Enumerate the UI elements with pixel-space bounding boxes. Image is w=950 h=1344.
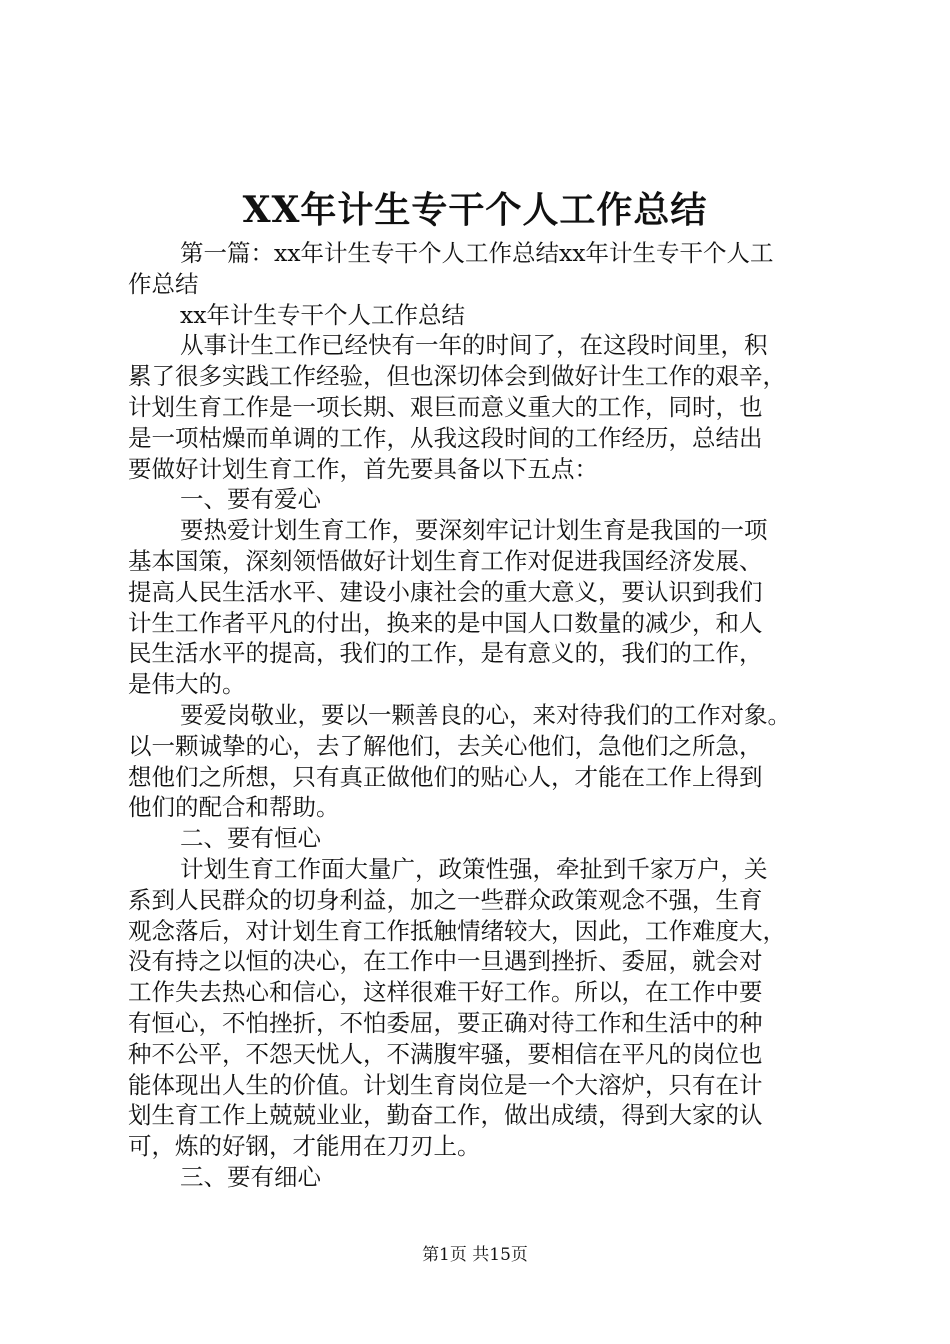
text-line: 以一颗诚挚的心，去了解他们，去关心他们，急他们之所急， [128,731,763,760]
text-line: 他们的配合和帮助。 [128,793,340,822]
document-title: XX年计生专干个人工作总结 [242,189,708,231]
text-line: 从事计生工作已经快有一年的时间了，在这段时间里，积 [180,331,768,360]
text-line: 能体现出人生的价值。计划生育岗位是一个大溶炉，只有在计 [128,1070,763,1099]
text-line: 想他们之所想，只有真正做他们的贴心人，才能在工作上得到 [128,762,763,791]
text-line: 可，炼的好钢，才能用在刀刃上。 [128,1132,481,1161]
section-heading: 三、要有细心 [180,1162,321,1191]
text-line: 观念落后，对计划生育工作抵触情绪较大，因此，工作难度大， [128,916,786,945]
text-line: 种不公平，不怨天忧人，不满腹牢骚，要相信在平凡的岗位也 [128,1039,763,1068]
text-line: xx年计生专干个人工作总结 [180,300,466,329]
text-line: 系到人民群众的切身利益，加之一些群众政策观念不强，生育 [128,885,763,914]
text-line: 提高人民生活水平、建设小康社会的重大意义，要认识到我们 [128,577,763,606]
text-line: 工作失去热心和信心，这样很难干好工作。所以，在工作中要 [128,978,763,1007]
text-line: 计生工作者平凡的付出，换来的是中国人口数量的减少，和人 [128,608,763,637]
text-line: 是一项枯燥而单调的工作，从我这段时间的工作经历，总结出 [128,423,763,452]
text-line: 计划生育工作是一项长期、艰巨而意义重大的工作，同时，也 [128,392,763,421]
text-line: 是伟大的。 [128,670,246,699]
page-number-footer: 第1页 共15页 [422,1245,528,1265]
text-line: 要做好计划生育工作，首先要具备以下五点： [128,454,598,483]
text-line: 作总结 [128,269,199,298]
text-line: 第一篇：xx年计生专干个人工作总结xx年计生专干个人工 [180,239,774,267]
text-line: 要爱岗敬业，要以一颗善良的心，来对待我们的工作对象。 [180,700,791,729]
section-heading: 二、要有恒心 [180,824,321,853]
text-line: 有恒心，不怕挫折，不怕委屈，要正确对待工作和生活中的种 [128,1008,763,1037]
section-heading: 一、要有爱心 [180,485,321,514]
text-line: 基本国策，深刻领悟做好计划生育工作对促进我国经济发展、 [128,546,763,575]
text-line: 没有持之以恒的决心，在工作中一旦遇到挫折、委屈，就会对 [128,947,763,976]
document-body [128,238,840,1193]
text-line: 计划生育工作面大量广，政策性强，牵扯到千家万户，关 [180,854,768,883]
text-line: 划生育工作上兢兢业业，勤奋工作，做出成绩，得到大家的认 [128,1101,763,1130]
text-line: 累了很多实践工作经验，但也深切体会到做好计生工作的艰辛， [128,362,786,391]
text-line: 要热爱计划生育工作，要深刻牢记计划生育是我国的一项 [180,516,768,545]
text-line: 民生活水平的提高，我们的工作，是有意义的，我们的工作， [128,639,763,668]
